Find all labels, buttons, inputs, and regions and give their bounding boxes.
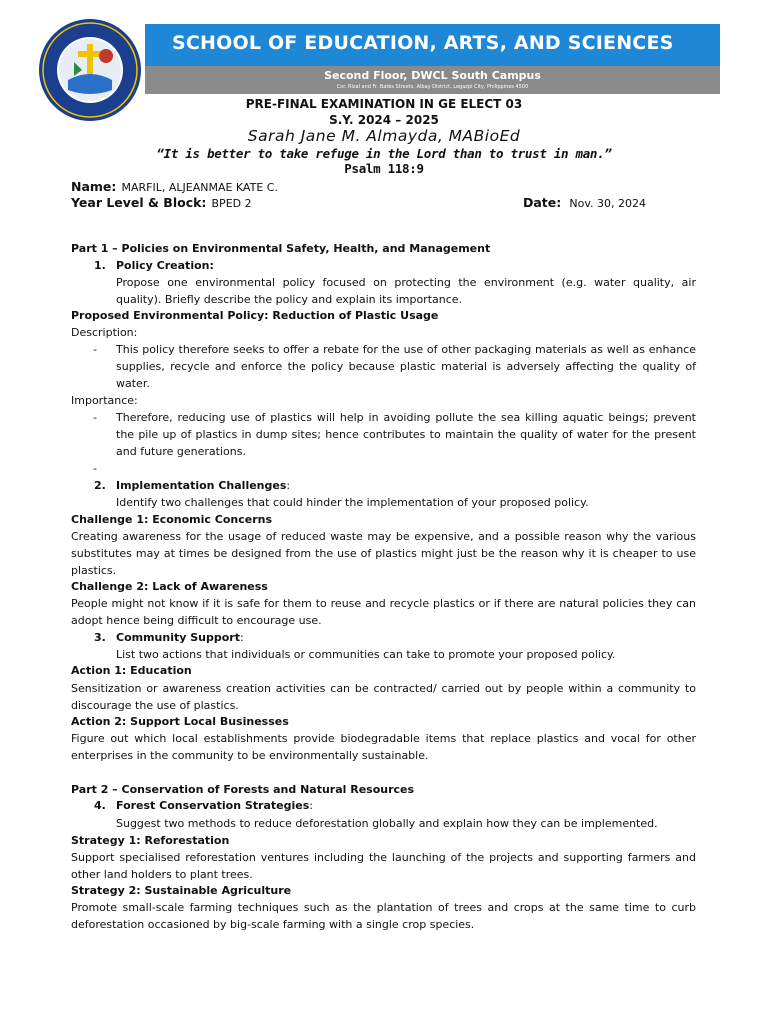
importance-label: Importance: <box>71 394 138 407</box>
challenge1-title: Challenge 1: Economic Concerns <box>71 513 273 526</box>
strategy2-title: Strategy 2: Sustainable Agriculture <box>71 884 292 897</box>
campus-banner <box>145 66 720 94</box>
year-level-label: Year Level & Block: <box>71 195 207 210</box>
action1-title: Action 1: Education <box>71 664 192 677</box>
bible-quote: “It is better to take refuge in the Lord than to trust in man.” <box>156 146 612 161</box>
q1-number: 1. <box>94 259 106 272</box>
name-label: Name: <box>71 179 117 194</box>
challenge2-title: Challenge 2: Lack of Awareness <box>71 580 268 593</box>
empty-bullet: - <box>93 462 97 475</box>
q4-title: Forest Conservation Strategies <box>116 799 310 812</box>
strategy1-text: Support specialised reforestation ventures including the launching of the projects and supporting farmers and other land holders to plant trees. <box>71 851 696 881</box>
year-level-value: BPED 2 <box>211 197 252 210</box>
q2-heading <box>116 477 290 494</box>
importance-text: Therefore, reducing use of plastics will help in avoiding pollute the sea killing aquatic beings; prevent the pile up of plastics in dump sites; hence contributes to maintain the quality of water for the present and future generations. <box>116 411 696 458</box>
school-name: SCHOOL OF EDUCATION, ARTS, AND SCIENCES <box>172 32 674 54</box>
q3-number: 3. <box>94 631 106 644</box>
action2-text: Figure out which local establishments provide biodegradable items that replace plastics and vocal for other enterprises in the community to be environmentally sustainable. <box>71 732 696 762</box>
q2-number: 2. <box>94 479 106 492</box>
strategy1-title: Strategy 1: Reforestation <box>71 834 230 847</box>
action1-text: Sensitization or awareness creation activities can be contracted/ carried out by people within a community to discourage the use of plastics. <box>71 682 696 712</box>
strategy2-text: Promote small-scale farming techniques such as the plantation of trees and crops at the same time to curb deforestation occasioned by big-scale farming with a single crop species. <box>71 901 696 931</box>
part2-title: Part 2 – Conservation of Forests and Natural Resources <box>71 783 415 796</box>
part1-title: Part 1 – Policies on Environmental Safety, Health, and Management <box>71 242 491 255</box>
q1-title: Policy Creation: <box>116 259 214 272</box>
q4-colon: : <box>309 799 313 812</box>
action2-title: Action 2: Support Local Businesses <box>71 715 289 728</box>
campus-location: Second Floor, DWCL South Campus <box>324 69 541 82</box>
exam-title: PRE-FINAL EXAMINATION IN GE ELECT 03 <box>245 97 523 111</box>
importance-bullet: - <box>93 411 97 424</box>
policy-title: Proposed Environmental Policy: Reduction of Plastic Usage <box>71 309 439 322</box>
teacher-name: Sarah Jane M. Almayda, MABioEd <box>247 127 521 145</box>
challenge2-text: People might not know if it is safe for them to reuse and recycle plastics or if there are natural policies they can adopt hence being difficult to encourage use. <box>71 597 696 627</box>
q4-prompt: Suggest two methods to reduce deforestation globally and explain how they can be implemented. <box>116 817 658 830</box>
campus-address: Cor. Rizal and Fr. Bates Streets, Albay District, Legazpi City, Philippines 4500 <box>336 84 529 90</box>
year-row <box>71 192 252 211</box>
description-label: Description: <box>71 326 138 339</box>
school-name-banner <box>145 24 720 66</box>
q2-title: Implementation Challenges <box>116 479 287 492</box>
date-row <box>523 192 646 211</box>
bible-verse: Psalm 118:9 <box>344 161 424 176</box>
school-year: S.Y. 2024 – 2025 <box>329 113 439 127</box>
q3-title: Community Support <box>116 631 240 644</box>
description-bullet: - <box>93 343 97 356</box>
q3-colon: : <box>240 631 244 644</box>
date-label: Date: <box>523 195 562 210</box>
q2-colon: : <box>286 479 291 492</box>
description-text: This policy therefore seeks to offer a rebate for the use of other packaging materials as well as enhance supplies, recycle and enforce the policy because plastic material is adversely affecting the quality of water. <box>116 343 696 390</box>
q1-prompt: Propose one environmental policy focused on protecting the environment (e.g. water quality, air quality). Briefly describe the policy and explain its importance. <box>116 276 696 306</box>
q4-number: 4. <box>94 799 106 812</box>
q4-heading <box>116 797 313 814</box>
q2-prompt: Identify two challenges that could hinder the implementation of your proposed policy. <box>116 496 589 509</box>
date-value: Nov. 30, 2024 <box>569 197 646 210</box>
q3-heading <box>116 629 244 646</box>
q3-prompt: List two actions that individuals or communities can take to promote your proposed policy. <box>116 648 616 661</box>
student-name: MARFIL, ALJEANMAE KATE C. <box>121 181 278 194</box>
challenge1-text: Creating awareness for the usage of reduced waste may be expensive, and a possible reason why the various substitutes may at times be designed from the use of plastics might just be the reason why it is cheaper to use plastics. <box>71 530 696 577</box>
